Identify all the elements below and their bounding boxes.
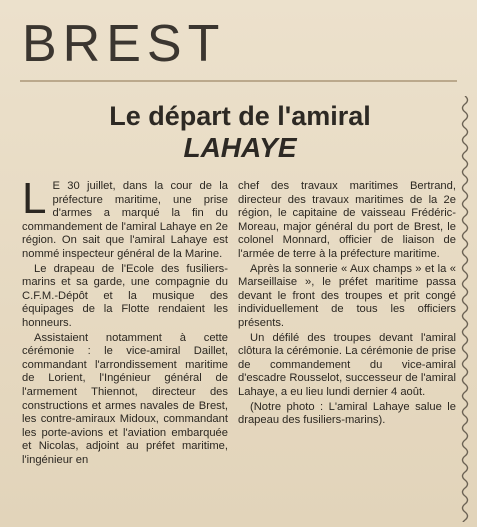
paragraph-3: Assistaient notamment à cette cérémonie : le vice-amiral Daillet, commandant l'arrondissement maritime de Lorient, l'Ingénieur général de l'armement Thiennot, directeur des constructions et armes navales de Brest, les contre-amiraux Midoux, commandant les porte-avions et l'aviation embarquée et Nicolas, adjoint au préfet maritime, l'ingénieur en <box>22 331 228 466</box>
wavy-border <box>459 96 471 522</box>
paragraph-1-text: E 30 juillet, dans la cour de la préfecture maritime, une prise d'armes a marqué la fin du commandement de l'amiral Lahaye en 2e région. On sait que l'amiral Lahaye est nommé inspecteur général de la Marine. <box>22 180 228 260</box>
headline-line-2: LAHAYE <box>183 132 297 163</box>
paragraph-4: chef des travaux maritimes Bertrand, directeur des travaux maritimes de la 2e région, le capitaine de vaisseau Frédéric-Moreau, major général du port de Brest, le colonel Monnard, officier de liaison de l'armée de terre à la préfecture maritime. <box>238 180 456 260</box>
article-column-2 <box>238 180 456 429</box>
paragraph-5: Après la sonnerie « Aux champs » et la « Marseillaise », le préfet maritime passa devant le front des troupes et prit congé individuellement de tous les officiers présents. <box>238 262 456 329</box>
header-rule <box>20 80 457 82</box>
article-column-1 <box>22 174 228 468</box>
paragraph-6: Un défilé des troupes devant l'amiral clôtura la cérémonie. La cérémonie de prise de commandement du vice-amiral d'escadre Rousselot, successeur de l'amiral Lahaye, a eu lieu lundi dernier 4 août. <box>238 331 456 398</box>
dropcap: L <box>22 174 47 223</box>
paragraph-7: (Notre photo : L'amiral Lahaye salue le drapeau des fusiliers-marins). <box>238 400 456 427</box>
section-title: BREST <box>22 15 226 73</box>
paragraph-1 <box>22 174 228 262</box>
article-headline <box>20 100 460 164</box>
headline-line-1: Le départ de l'amiral <box>109 101 371 131</box>
paragraph-2: Le drapeau de l'Ecole des fusiliers-marins et sa garde, une compagnie du C.F.M.-Dépôt et la musique des équipages de la Flotte rendaient les honneurs. <box>22 262 228 329</box>
